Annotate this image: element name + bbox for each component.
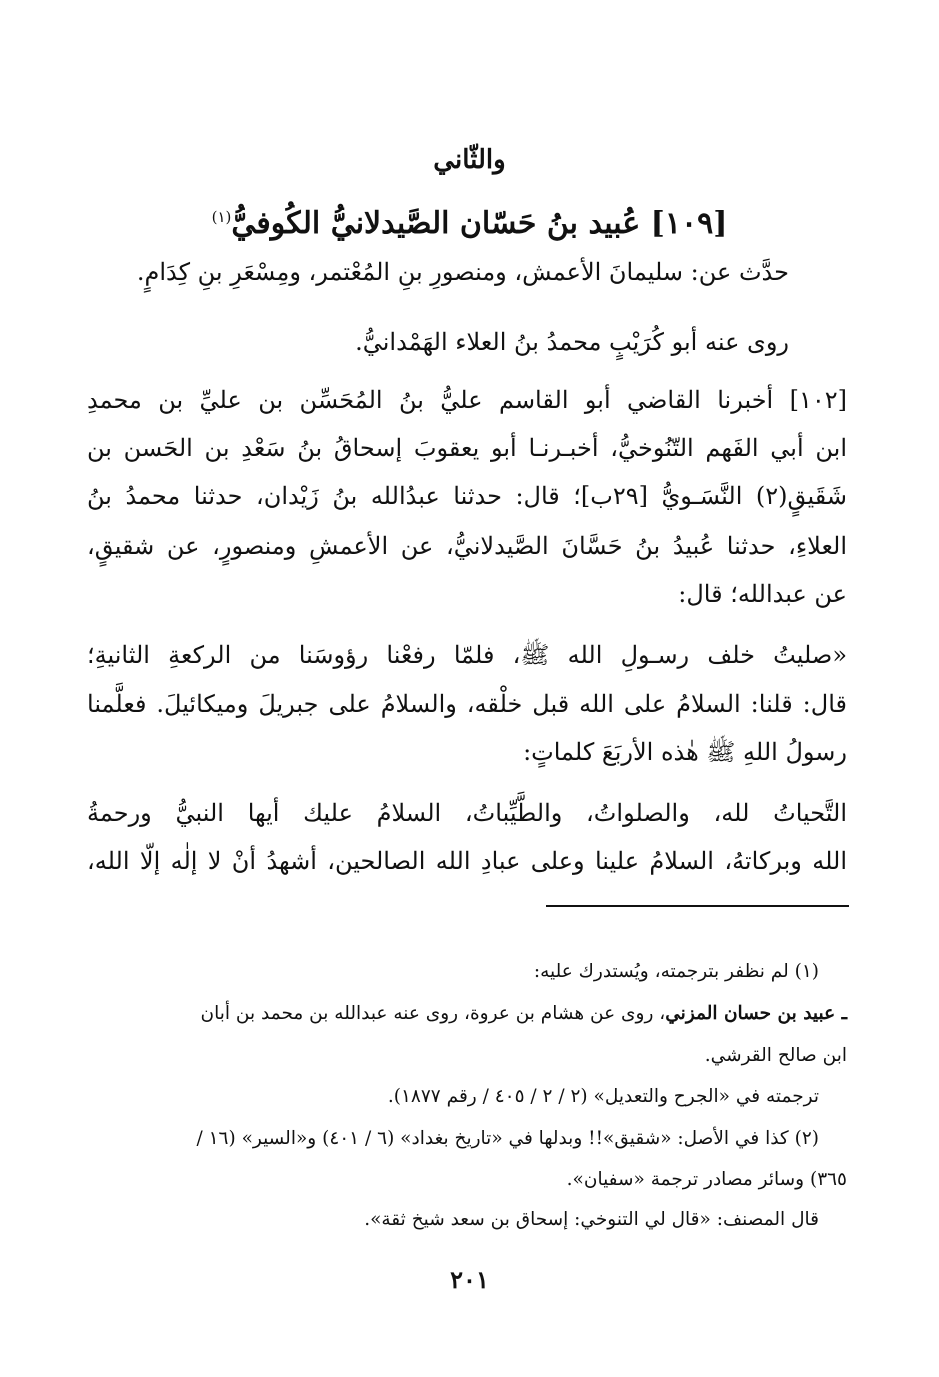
footnote-ref-1: (١) <box>211 208 232 226</box>
footnote-1-line <box>201 998 847 1030</box>
entry-title <box>0 194 939 247</box>
section-label: والثّاني <box>433 145 506 175</box>
footnote-2-line: ٣٦٥) وسائر مصادر ترجمة «سفيان». <box>566 1169 847 1190</box>
footnote-2-line: قال المصنف: «قال لي التنوخي: إسحاق بن سعد شيخ ثقة». <box>364 1209 819 1230</box>
narrated-from: حدَّث عن: سليمانَ الأعمش، ومنصورِ بنِ المُعْتمر، ومِسْعَرِ بنِ كِدَامٍ. <box>136 258 789 286</box>
hadith-line: عن عبدالله؛ قال: <box>678 580 847 608</box>
quote-line: «صليتُ خلف رسـولِ الله ﷺ، فلمّا رفعْنا رؤوسَنا من الركعةِ الثانيةِ؛ <box>87 641 847 669</box>
quote-line: قال: قلنا: السلامُ على الله قبل خلْقه، والسلامُ على جبريلَ وميكائيلَ. فعلَّمنا <box>87 690 847 718</box>
hadith-line: [١٠٢] أخبرنا القاضي أبو القاسم عليُّ بنُ المُحَسِّن بن عليِّ بن محمدِ <box>87 386 847 414</box>
footnote-1-name: ـ عبيد بن حسان المزني <box>665 1003 847 1024</box>
narrated-by: روى عنه أبو كُرَيْبٍ محمدُ بنُ العلاء الهَمْدانيُّ. <box>355 328 789 356</box>
hadith-line: العلاءِ، حدثنا عُبيدُ بنُ حَسَّانَ الصَّيدلانيُّ، عن الأعمشِ ومنصورٍ، عن شقيقٍ، <box>87 532 847 560</box>
footnote-1-line: ابن صالح القرشي. <box>704 1045 847 1066</box>
footnote-separator <box>546 905 849 907</box>
footnote-2-line: (٢) كذا في الأصل: «شقيق»!! وبدلها في «تاريخ بغداد» (٦ / ٤٠١) و«السير» (١٦ / <box>196 1128 819 1149</box>
page-number: ٢٠١ <box>450 1265 489 1294</box>
footnote-1-line: ترجمته في «الجرح والتعديل» (٢ / ٢ / ٤٠٥ / رقم ١٨٧٧). <box>387 1086 819 1107</box>
entry-title-text: [١٠٩] عُبيد بنُ حَسّان الصَّيدلانيُّ الكُوفيُّ <box>231 206 728 241</box>
tashahhud-line: الله وبركاتهُ، السلامُ علينا وعلى عبادِ الله الصالحين، أشهدُ أنْ لا إلٰه إلّا الله، <box>87 847 847 875</box>
quote-line: رسولُ اللهِ ﷺ هٰذه الأربَعَ كلماتٍ: <box>523 738 847 766</box>
hadith-line: شَقَيقٍ(٢) النَّسَـويُّ [٢٩ب]؛ قال: حدثنا عبدُالله بنُ زَيْدان، حدثنا محمدُ بنُ <box>87 482 847 510</box>
tashahhud-line: التَّحياتُ لله، والصلواتُ، والطَّيِّباتُ، السلامُ عليك أيها النبيُّ ورحمةُ <box>87 799 847 827</box>
footnote-1-intro: (١) لم نظفر بترجمته، ويُستدرك عليه: <box>533 961 819 982</box>
hadith-line: ابن أبي الفَهم التّنُوخيُّ، أخبـرنـا أبو يعقوبَ إسحاقُ بنُ سَعْدِ بن الحَسن بن <box>87 434 847 462</box>
footnote-1-rest: ، روى عن هشام بن عروة، روى عنه عبدالله بن محمد بن أبان <box>200 1003 666 1024</box>
